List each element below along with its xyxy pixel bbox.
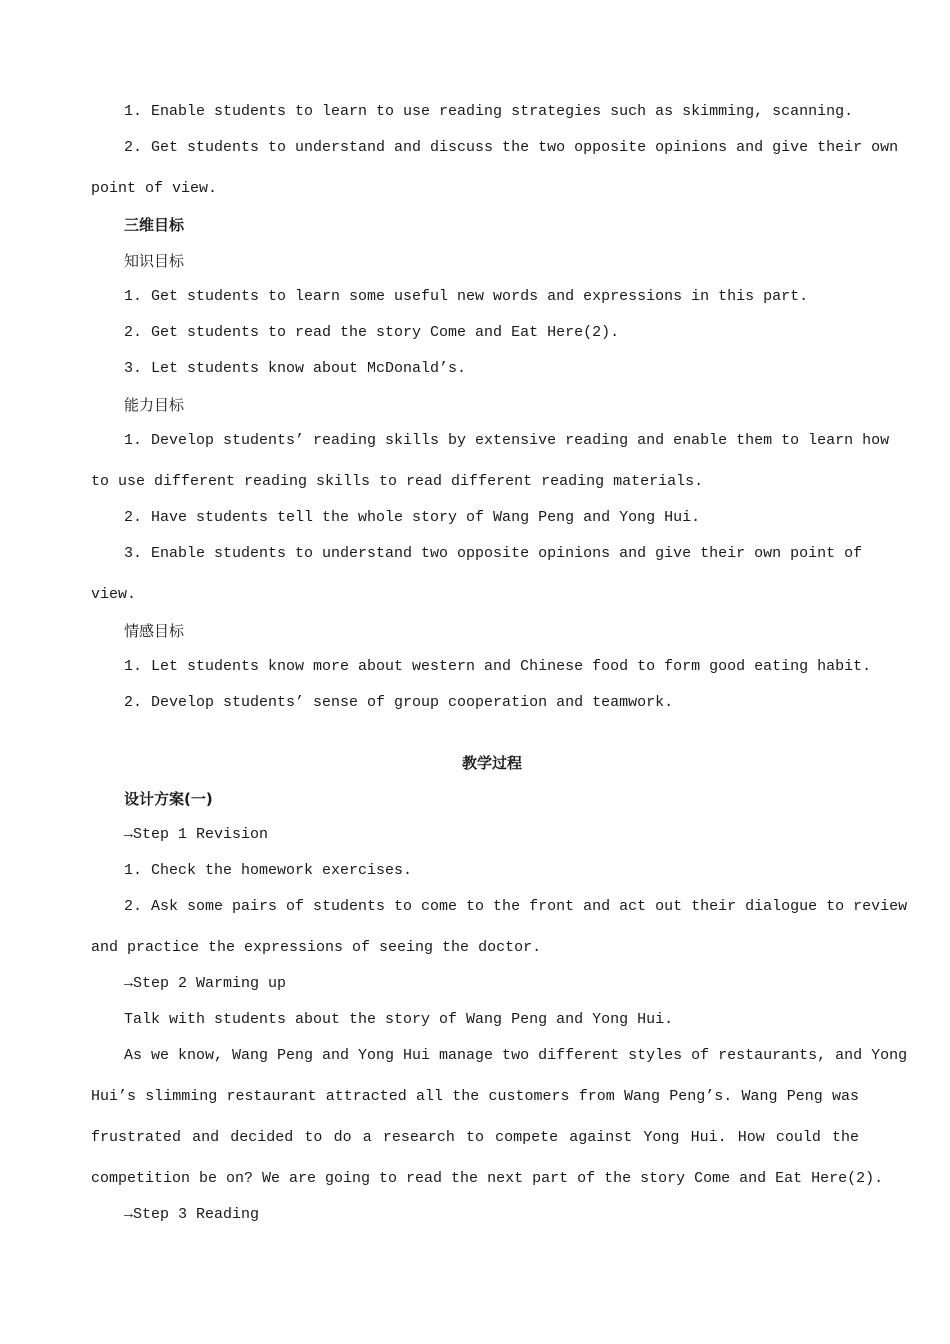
knowledge-item-3: 3. Let students know about McDonald’s. <box>124 360 467 377</box>
knowledge-item-1: 1. Get students to learn some useful new words and expressions in this part. <box>124 288 809 305</box>
emotion-heading: 情感目标 <box>124 622 185 640</box>
knowledge-item-2: 2. Get students to read the story Come and Eat Here(2). <box>124 324 620 341</box>
step1-item-2-line2: and practice the expressions of seeing the doctor. <box>91 939 542 956</box>
process-heading: 教学过程 <box>461 754 522 772</box>
step2-para-line1: As we know, Wang Peng and Yong Hui manage two different styles of restaurants, and Yong <box>124 1047 908 1064</box>
step1-title: →Step 1 Revision <box>124 826 269 843</box>
objective-item-2-line1: 2. Get students to understand and discuss the two opposite opinions and give their own <box>124 139 899 156</box>
emotion-item-2: 2. Develop students’ sense of group cooperation and teamwork. <box>124 694 674 711</box>
ability-item-3-line1: 3. Enable students to understand two opposite opinions and give their own point of <box>124 545 863 562</box>
ability-item-3-line2: view. <box>91 586 137 603</box>
step2-para-line4: competition be on? We are going to read the next part of the story Come and Eat Here(2). <box>91 1170 884 1187</box>
ability-heading: 能力目标 <box>124 396 185 414</box>
step2-title: →Step 2 Warming up <box>124 975 287 992</box>
design-heading: 设计方案(一) <box>124 790 213 808</box>
ability-item-1-line2: to use different reading skills to read different reading materials. <box>91 473 704 490</box>
three-dim-heading: 三维目标 <box>124 216 185 234</box>
step2-para-line2: Hui’s slimming restaurant attracted all the customers from Wang Peng’s. Wang Peng was <box>91 1088 859 1105</box>
emotion-item-1: 1. Let students know more about western and Chinese food to form good eating habit. <box>124 658 872 675</box>
objective-item-1: 1. Enable students to learn to use reading strategies such as skimming, scanning. <box>124 103 854 120</box>
step2-intro: Talk with students about the story of Wang Peng and Yong Hui. <box>124 1011 674 1028</box>
objective-item-2-line2: point of view. <box>91 180 218 197</box>
step2-para-line3: frustrated and decided to do a research to compete against Yong Hui. How could the <box>91 1129 859 1146</box>
step3-title: →Step 3 Reading <box>124 1206 260 1223</box>
ability-item-1-line1: 1. Develop students’ reading skills by extensive reading and enable them to learn how <box>124 432 890 449</box>
step1-item-2-line1: 2. Ask some pairs of students to come to the front and act out their dialogue to review <box>124 898 908 915</box>
knowledge-heading: 知识目标 <box>124 252 185 270</box>
step1-item-1: 1. Check the homework exercises. <box>124 862 413 879</box>
ability-item-2: 2. Have students tell the whole story of Wang Peng and Yong Hui. <box>124 509 701 526</box>
